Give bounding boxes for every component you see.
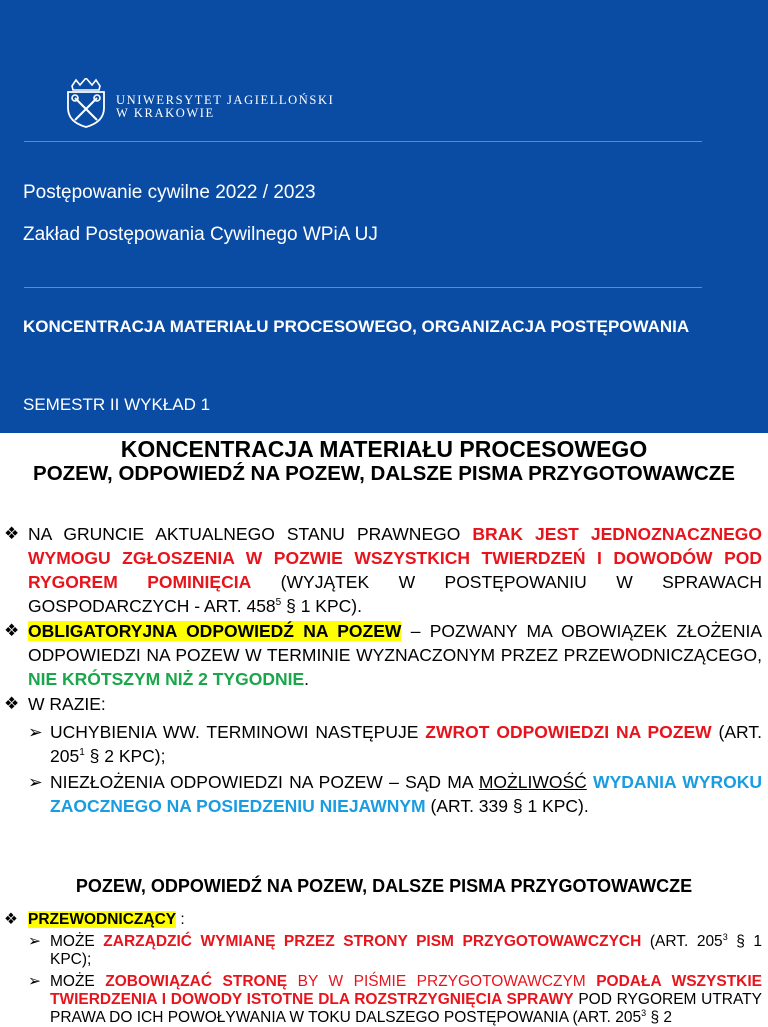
bullet-text	[28, 619, 762, 691]
subbullet-text	[50, 720, 762, 768]
diamond-bullet-icon: ❖	[4, 694, 20, 713]
emphasis-red: ZARZĄDZIĆ WYMIANĘ PRZEZ STRONY PISM PRZYGOTOWAWCZYCH	[103, 933, 642, 950]
text-segment: § 1 KPC);	[50, 933, 762, 968]
bullet-presiding-judge	[0, 911, 762, 929]
crest-icon	[64, 78, 108, 128]
arrow-bullet-icon: ➢	[28, 933, 41, 950]
bullet-text: W RAZIE:	[28, 694, 106, 714]
bullet-in-case	[0, 692, 762, 716]
text-segment: § 2 KPC);	[84, 746, 166, 766]
emphasis-red: PODAŁA WSZYSTKIE TWIERDZENIA I DOWODY ISTOTNE DLA ROZSTRZYGNIĘCIA SPRAWY	[50, 973, 762, 1008]
emphasis-red: BRAK JEST JEDNOZNACZNEGO WYMOGU ZGŁOSZENIA W POZWIE WSZYSTKICH TWIERDZEŃ I DOWODÓW POD RYGOREM POMINIĘCIA	[28, 524, 762, 592]
highlighted-term: OBLIGATORYJNA ODPOWIEDŹ NA POZEW	[28, 621, 402, 641]
subbullet-text	[50, 770, 762, 818]
emphasis-green: NIE KRÓTSZYM NIŻ 2 TYGODNIE	[28, 669, 305, 689]
semester-label: SEMESTR II WYKŁAD 1	[23, 395, 211, 414]
bullet-mandatory-response	[0, 619, 762, 691]
emphasis-red-light: BY W PIŚMIE PRZYGOTOWAWCZYM	[287, 973, 597, 990]
superscript: 1	[79, 747, 85, 758]
text-segment: NIEZŁOŻENIA ODPOWIEDZI NA POZEW – SĄD MA	[50, 772, 479, 792]
course-title: Postępowanie cywilne 2022 / 2023	[23, 182, 316, 203]
text-segment: (ART. 339 § 1 KPC).	[425, 796, 589, 816]
text-segment: NA GRUNCIE AKTUALNEGO STANU PRAWNEGO	[28, 524, 473, 544]
superscript: 3	[641, 1008, 647, 1018]
lecture-heading: KONCENTRACJA MATERIAŁU PROCESOWEGO, ORGANIZACJA POSTĘPOWANIA	[23, 317, 690, 336]
arrow-bullet-icon: ➢	[28, 722, 43, 742]
university-name-line1: UNIWERSYTET JAGIELLOŃSKI	[116, 93, 335, 107]
text-segment: POD RYGOREM UTRATY PRAWA DO ICH POWOŁYWANIA W TOKU DALSZEGO POSTĘPOWANIA (ART. 205	[50, 991, 762, 1026]
arrow-bullet-icon: ➢	[28, 772, 43, 792]
text-segment: § 2	[646, 1009, 673, 1026]
superscript: 3	[722, 932, 728, 942]
slide3-title: POZEW, ODPOWIEDŹ NA POZEW, DALSZE PISMA PRZYGOTOWAWCZE	[75, 876, 693, 896]
emphasis-red: ZOBOWIĄZAĆ STRONĘ	[105, 973, 288, 990]
subbullet-exchange-pleadings	[28, 933, 762, 969]
text-segment: MOŻE	[50, 973, 106, 990]
subbullet-text	[50, 933, 762, 969]
university-name-line2: W KRAKOWIE	[116, 106, 215, 120]
department-name: Zakład Postępowania Cywilnego WPiA UJ	[23, 224, 378, 245]
emphasis-blue: WYDANIA WYROKU ZAOCZNEGO NA POSIEDZENIU NIEJAWNYM	[50, 772, 762, 816]
text-segment: MOŻE	[50, 933, 104, 950]
bullet-no-requirement	[0, 522, 762, 618]
university-logo	[64, 78, 364, 128]
text-segment: § 1 KPC).	[281, 596, 362, 616]
emphasis-red: ZWROT ODPOWIEDZI NA POZEW	[425, 722, 712, 742]
text-segment: (ART. 205	[50, 722, 762, 766]
divider-top	[24, 141, 702, 142]
title-slide	[0, 0, 768, 433]
subbullet-text	[50, 973, 762, 1027]
text-segment: UCHYBIENIA WW. TERMINOWI NASTĘPUJE	[50, 722, 426, 742]
subbullet-deadline	[28, 720, 762, 768]
underlined-term: MOŻLIWOŚĆ	[478, 772, 587, 792]
diamond-bullet-icon: ❖	[4, 911, 18, 928]
diamond-bullet-icon: ❖	[4, 524, 20, 543]
bullet-text	[28, 911, 762, 929]
subbullet-oblige-party	[28, 973, 762, 1027]
divider-bottom	[24, 287, 702, 288]
superscript: 5	[275, 597, 282, 608]
bullet-text	[28, 522, 762, 618]
slide-title: KONCENTRACJA MATERIAŁU PROCESOWEGO	[120, 436, 648, 462]
university-name	[116, 94, 334, 120]
text-segment: (ART. 205	[641, 933, 723, 950]
slide-subtitle: POZEW, ODPOWIEDŹ NA POZEW, DALSZE PISMA PRZYGOTOWAWCZE	[33, 462, 735, 485]
slide-concentration	[0, 433, 768, 486]
text-segment: :	[176, 911, 185, 928]
diamond-bullet-icon: ❖	[4, 621, 20, 640]
text-segment: – POZWANY MA OBOWIĄZEK ZŁOŻENIA ODPOWIEDZI NA POZEW W TERMINIE WYZNACZONYM PRZEZ PRZEWODNICZĄCEGO,	[28, 621, 762, 665]
arrow-bullet-icon: ➢	[28, 973, 41, 990]
highlighted-term: PRZEWODNICZĄCY	[28, 911, 177, 928]
text-segment: .	[304, 669, 310, 689]
subbullet-default-judgment	[28, 770, 762, 818]
text-segment: (WYJĄTEK W POSTĘPOWANIU W SPRAWACH GOSPODARCZYCH - ART. 458	[28, 572, 762, 616]
